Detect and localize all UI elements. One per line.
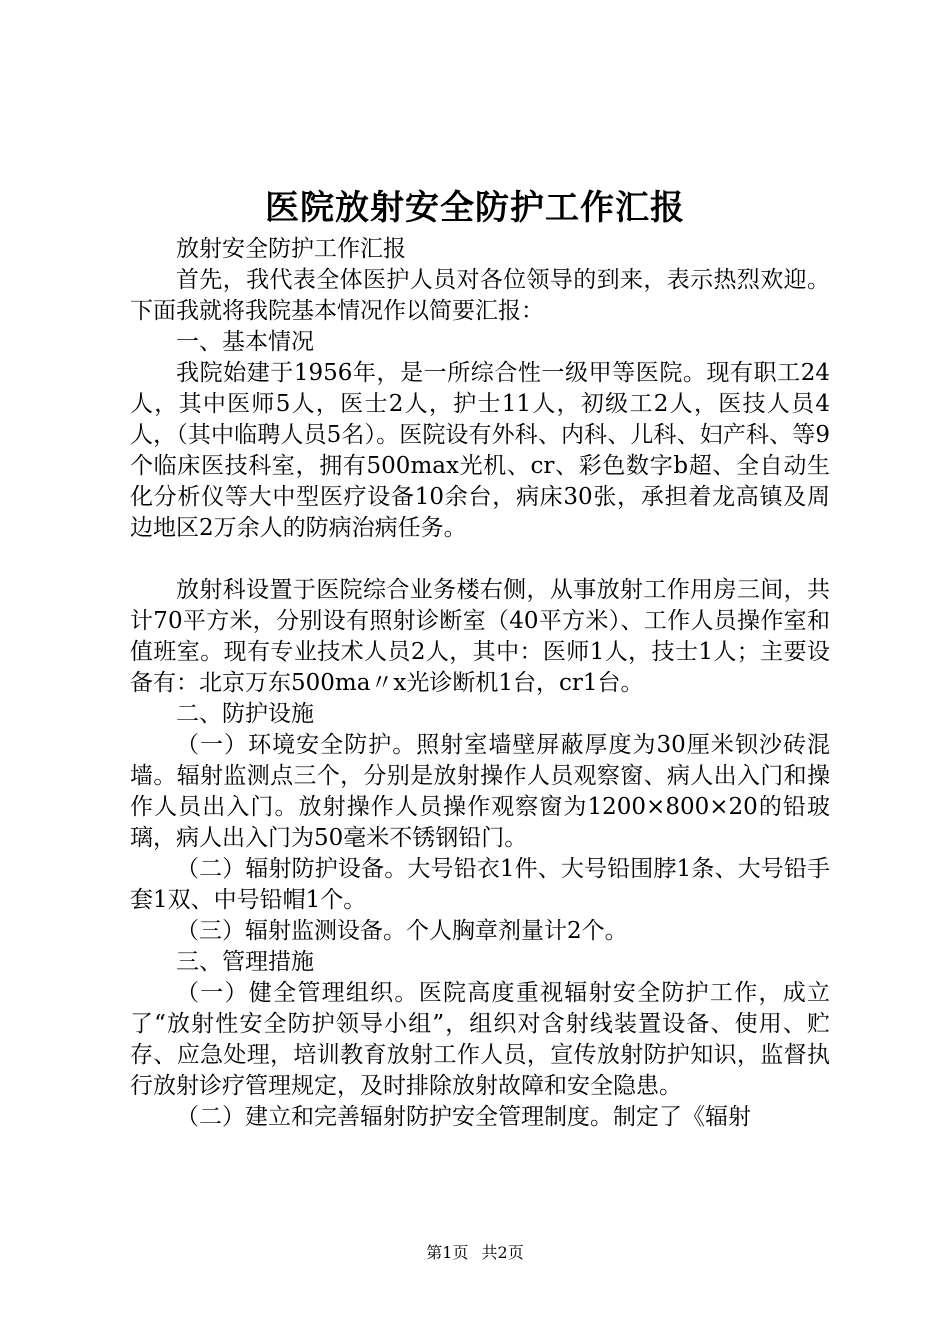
paragraph-monitoring-equipment: （三）辐射监测设备。个人胸章剂量计2个。 bbox=[176, 918, 628, 944]
document-title: 医院放射安全防护工作汇报 bbox=[265, 188, 685, 228]
paragraph-opening: 首先，我代表全体医护人员对各位领导的到来，表示热烈欢迎。下面我就将我院基本情况作以简要汇报： bbox=[130, 267, 830, 324]
page-total: 共2页 bbox=[481, 1243, 524, 1262]
section-heading-protection: 二、防护设施 bbox=[176, 701, 314, 727]
section-heading-basic-info: 一、基本情况 bbox=[176, 329, 314, 355]
paragraph-gap bbox=[130, 544, 830, 575]
paragraph-hospital-overview: 我院始建于1956年，是一所综合性一级甲等医院。现有职工24人，其中医师5人，医士2人，护士11人，初级工2人，医技人员4人，（其中临聘人员5名）。医院设有外科、内科、儿科、妇产科、等9个临床医技科室，拥有500max光机、cr、彩色数字b超、全自动生化分析仪等大中型医疗设备10余台，病床30张，承担着龙高镇及周边地区2万余人的防病治病任务。 bbox=[130, 360, 830, 541]
paragraph-radiology-dept: 放射科设置于医院综合业务楼右侧，从事放射工作用房三间，共计70平方米，分别设有照射诊断室（40平方米）、工作人员操作室和值班室。现有专业技术人员2人，其中：医师1人，技士1人；主要设备有：北京万东500ma〃x光诊断机1台，cr1台。 bbox=[130, 577, 830, 696]
paragraph-environment-protection: （一）环境安全防护。照射室墙壁屏蔽厚度为30厘米钡沙砖混墙。辐射监测点三个，分别是放射操作人员观察窗、病人出入门和操作人员出入门。放射操作人员操作观察窗为1200×800×20的铅玻璃，病人出入门为50毫米不锈钢铅门。 bbox=[130, 732, 830, 851]
page-number: 第1页 bbox=[426, 1243, 469, 1262]
section-heading-management: 三、管理措施 bbox=[176, 949, 314, 975]
page-footer bbox=[0, 1242, 950, 1264]
paragraph-management-rules: （二）建立和完善辐射防护安全管理制度。制定了《辐射 bbox=[176, 1104, 751, 1130]
paragraph-subtitle: 放射安全防护工作汇报 bbox=[176, 236, 406, 262]
document-body bbox=[130, 234, 830, 1133]
paragraph-management-org: （一）健全管理组织。医院高度重视辐射安全防护工作，成立了“放射性安全防护领导小组”，组织对含射线装置设备、使用、贮存、应急处理，培训教育放射工作人员，宣传放射防护知识，监督执行放射诊疗管理规定，及时排除放射故障和安全隐患。 bbox=[130, 980, 830, 1099]
paragraph-protection-equipment: （二）辐射防护设备。大号铅衣1件、大号铅围脖1条、大号铅手套1双、中号铅帽1个。 bbox=[130, 856, 830, 913]
